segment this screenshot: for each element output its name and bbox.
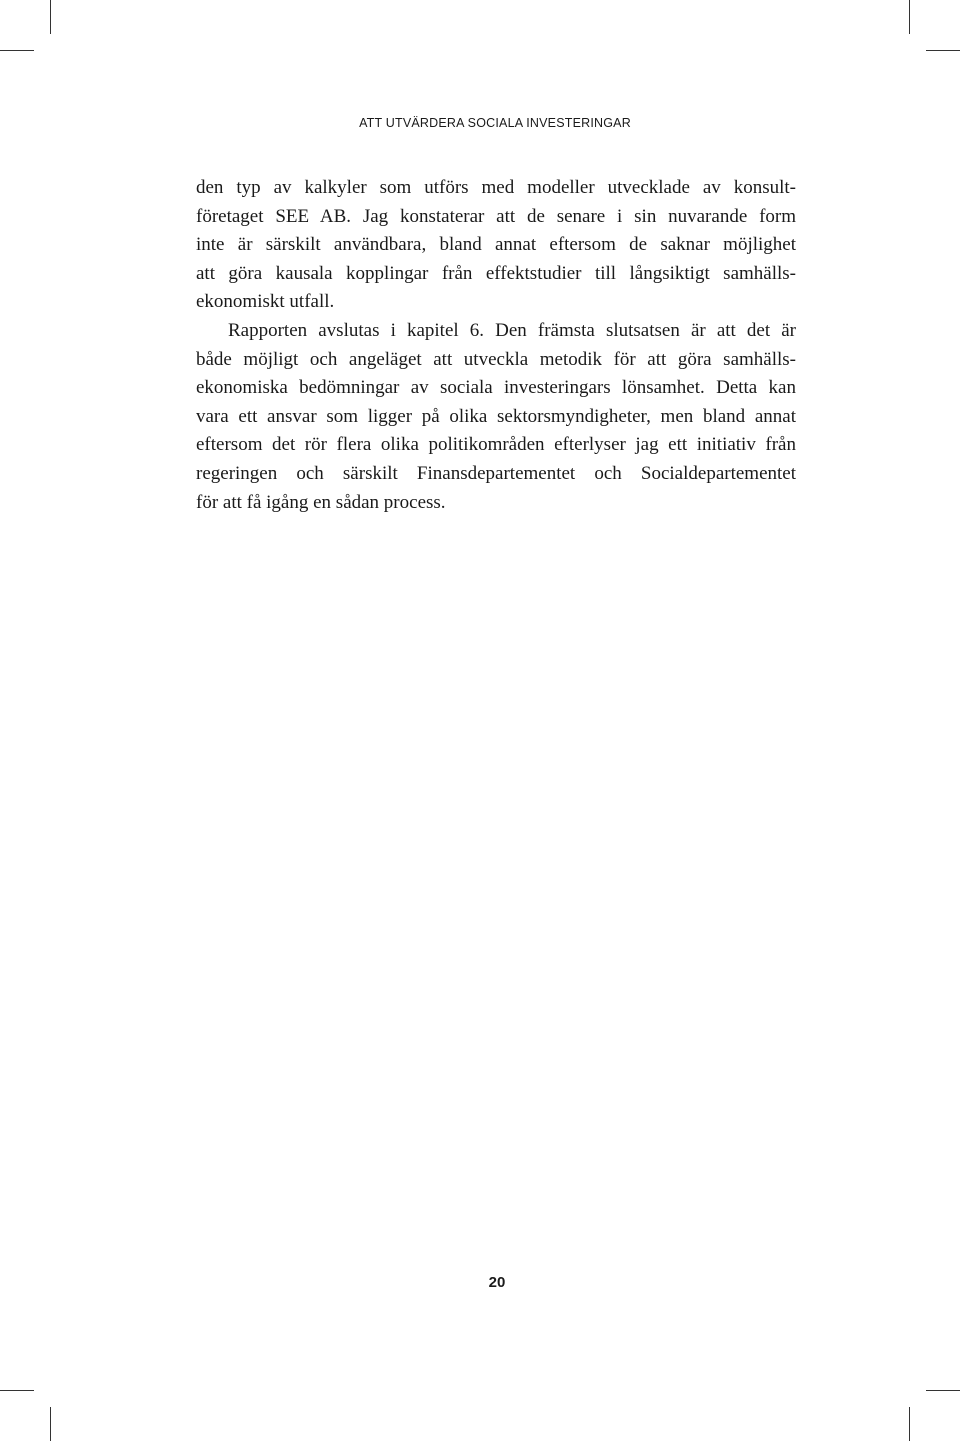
text-line: ekonomiska bedömningar av sociala investeringars lönsamhet. Detta kan bbox=[196, 377, 796, 399]
text-line: att göra kausala kopplingar från effektstudier till långsiktigt samhälls- bbox=[196, 262, 796, 284]
text-line: både möjligt och angeläget att utveckla metodik för att göra samhälls- bbox=[196, 348, 796, 370]
text-line: ekonomiskt utfall. bbox=[196, 291, 335, 313]
text-line: inte är särskilt användbara, bland annat eftersom de saknar möjlighet bbox=[196, 234, 796, 256]
text-line: eftersom det rör flera olika politikområden efterlyser jag ett initiativ från bbox=[196, 434, 796, 456]
crop-mark-top-left-horizontal bbox=[0, 50, 34, 51]
text-line: för att få igång en sådan process. bbox=[196, 491, 446, 513]
text-line: den typ av kalkyler som utförs med modeller utvecklade av konsult- bbox=[196, 177, 796, 198]
crop-mark-bottom-left-vertical bbox=[50, 1407, 51, 1441]
text-line: företaget SEE AB. Jag konstaterar att de senare i sin nuvarande form bbox=[196, 205, 796, 227]
paragraph-2 bbox=[196, 317, 796, 517]
text-line: regeringen och särskilt Finansdepartementet och Socialdepartementet bbox=[196, 462, 796, 484]
crop-mark-bottom-right-horizontal bbox=[926, 1390, 960, 1391]
running-head: ATT UTVÄRDERA SOCIALA INVESTERINGAR bbox=[359, 116, 631, 130]
crop-mark-top-right-vertical bbox=[909, 0, 910, 34]
crop-mark-top-right-horizontal bbox=[926, 50, 960, 51]
crop-mark-bottom-left-horizontal bbox=[0, 1390, 34, 1391]
text-line: vara ett ansvar som ligger på olika sektorsmyndigheter, men bland annat bbox=[196, 405, 796, 427]
crop-mark-top-left-vertical bbox=[50, 0, 51, 34]
body-text bbox=[196, 174, 796, 517]
crop-mark-bottom-right-vertical bbox=[909, 1407, 910, 1441]
text-line: Rapporten avslutas i kapitel 6. Den främsta slutsatsen är att det är bbox=[228, 319, 796, 341]
page-number: 20 bbox=[488, 1274, 506, 1291]
paragraph-1 bbox=[196, 174, 796, 317]
